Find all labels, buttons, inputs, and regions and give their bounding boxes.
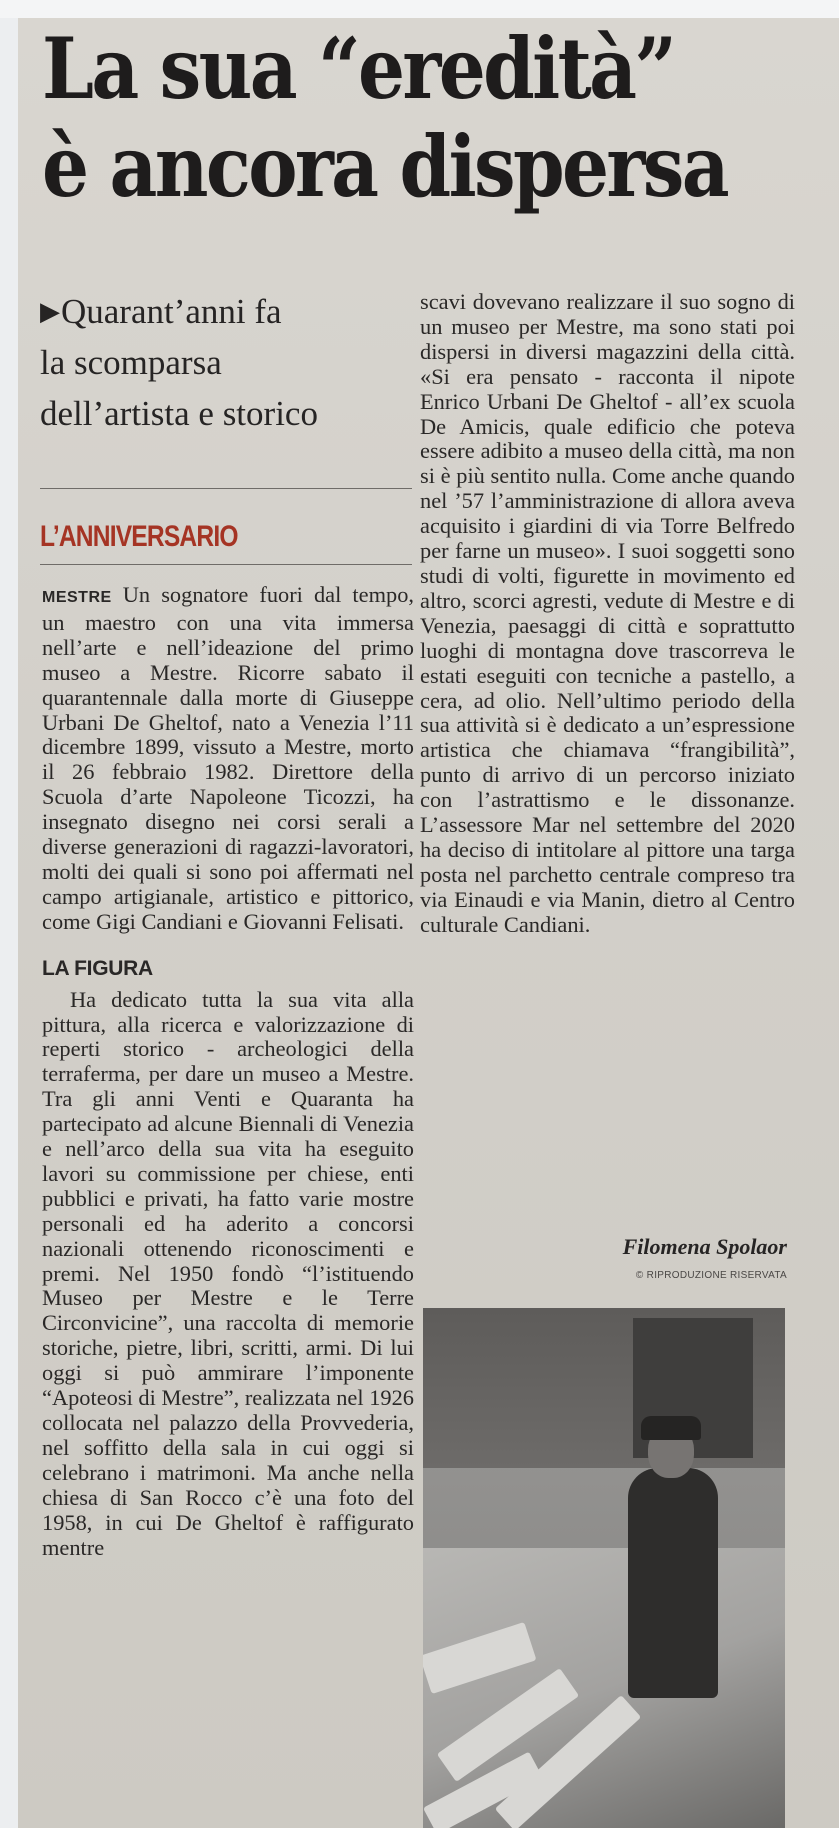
section-subhead: LA FIGURA bbox=[42, 956, 153, 980]
article-column-right bbox=[420, 290, 795, 938]
kicker-rule-top bbox=[40, 488, 412, 489]
article-column-left bbox=[42, 583, 414, 1560]
article-paragraph-1 bbox=[42, 583, 414, 935]
archival-photo bbox=[423, 1308, 785, 1828]
article-paragraph-2: Ha dedicato tutta la sua vita alla pittura, alla ricerca e valorizzazione di reperti storico - archeologici della terraferma, per dare un museo a Mestre. Tra gli anni Venti e Quaranta ha partecipato ad alcune Biennali di Venezia e nell’arco della sua vita ha eseguito lavori su commissione per chiese, enti pubblici e privati, ha fatto varie mostre personali ed ha aderito a concorsi nazionali ottenendo riconoscimenti e premi. Nel 1950 fondò “l’istituendo Museo per Mestre e le Terre Circonvicine”, una raccolta di memorie storiche, pietre, libri, scritti, armi. Di lui oggi si può ammirare l’imponente “Apoteosi di Mestre”, realizzata nel 1926 collocata nel palazzo della Provvederia, nel soffitto della sala in cui oggi si celebrano i matrimoni. Ma anche nella chiesa di San Rocco c’è una foto del 1958, in cui De Gheltof è raffigurato mentre bbox=[42, 986, 414, 1560]
author-byline: Filomena Spolaor bbox=[622, 1234, 787, 1259]
copyright-notice: © RIPRODUZIONE RISERVATA bbox=[635, 1270, 787, 1281]
newspaper-clipping bbox=[18, 18, 839, 1828]
play-triangle-icon: ▶ bbox=[40, 297, 60, 326]
headline bbox=[42, 19, 727, 216]
photo-person-figure bbox=[628, 1468, 718, 1698]
dateline: MESTRE bbox=[42, 589, 112, 606]
kicker-rule-bottom bbox=[40, 564, 412, 565]
article-paragraph-3: scavi dovevano realizzare il suo sogno di un museo per Mestre, ma sono stati poi dispersi in diversi magazzini della città. «Si era pensato - racconta il nipote Enrico Urbani De Gheltof - all’ex scuola De Amicis, quale edificio che poteva essere adibito a museo della città, ma non si è più sentito nulla. Come anche quando nel ’57 l’amministrazione di allora aveva acquisito i giardini di via Torre Belfredo per farne un museo». I suoi soggetti sono studi di volti, figurette in movimento ed altro, scorci agresti, vedute di Mestre e di Venezia, paesaggi di città e soprattutto luoghi di montagna dove trascorreva le estati eseguiti con tecniche a pastello, a cera, ad olio. Nell’ultimo periodo della sua attività si è dedicato a un’espressione artistica che chiamava “frangibilità”, punto di arrivo di un percorso iniziato con l’astrattismo e le dissonanze. L’assessore Mar nel settembre del 2020 ha deciso di intitolare al pittore una targa posta nel parchetto centrale compreso tra via Einaudi e via Manin, dietro al Centro culturale Candiani. bbox=[420, 289, 795, 937]
kicker-label: L’ANNIVERSARIO bbox=[40, 520, 238, 553]
headline-line-1: La sua “eredità” bbox=[42, 19, 675, 118]
summary-deck bbox=[40, 286, 380, 439]
summary-line-3: dell’artista e storico bbox=[40, 394, 318, 433]
paragraph-1-text: Un sognatore fuori dal tempo, un maestro con una vita immersa nell’arte e nell’ideazione del primo museo a Mestre. Ricorre sabato il quarantennale dalla morte di Giuseppe Urbani De Gheltof, nato a Venezia l’11 dicembre 1899, vissuto a Mestre, morto il 26 febbraio 1982. Direttore della Scuola d’arte Napoleone Ticozzi, ha insegnato disegno nei corsi serali a diverse generazioni di ragazzi-lavoratori, molti dei quali si sono poi affermati nel campo artigianale, artistico e pittorico, come Gigi Candiani e Giovanni Felisati. bbox=[42, 582, 414, 934]
summary-line-1: Quarant’anni fa bbox=[61, 292, 282, 331]
photo-person-hat bbox=[641, 1416, 701, 1440]
window-top-strip bbox=[0, 0, 839, 18]
summary-line-2: la scomparsa bbox=[40, 343, 222, 382]
headline-line-2: è ancora dispersa bbox=[42, 117, 727, 216]
